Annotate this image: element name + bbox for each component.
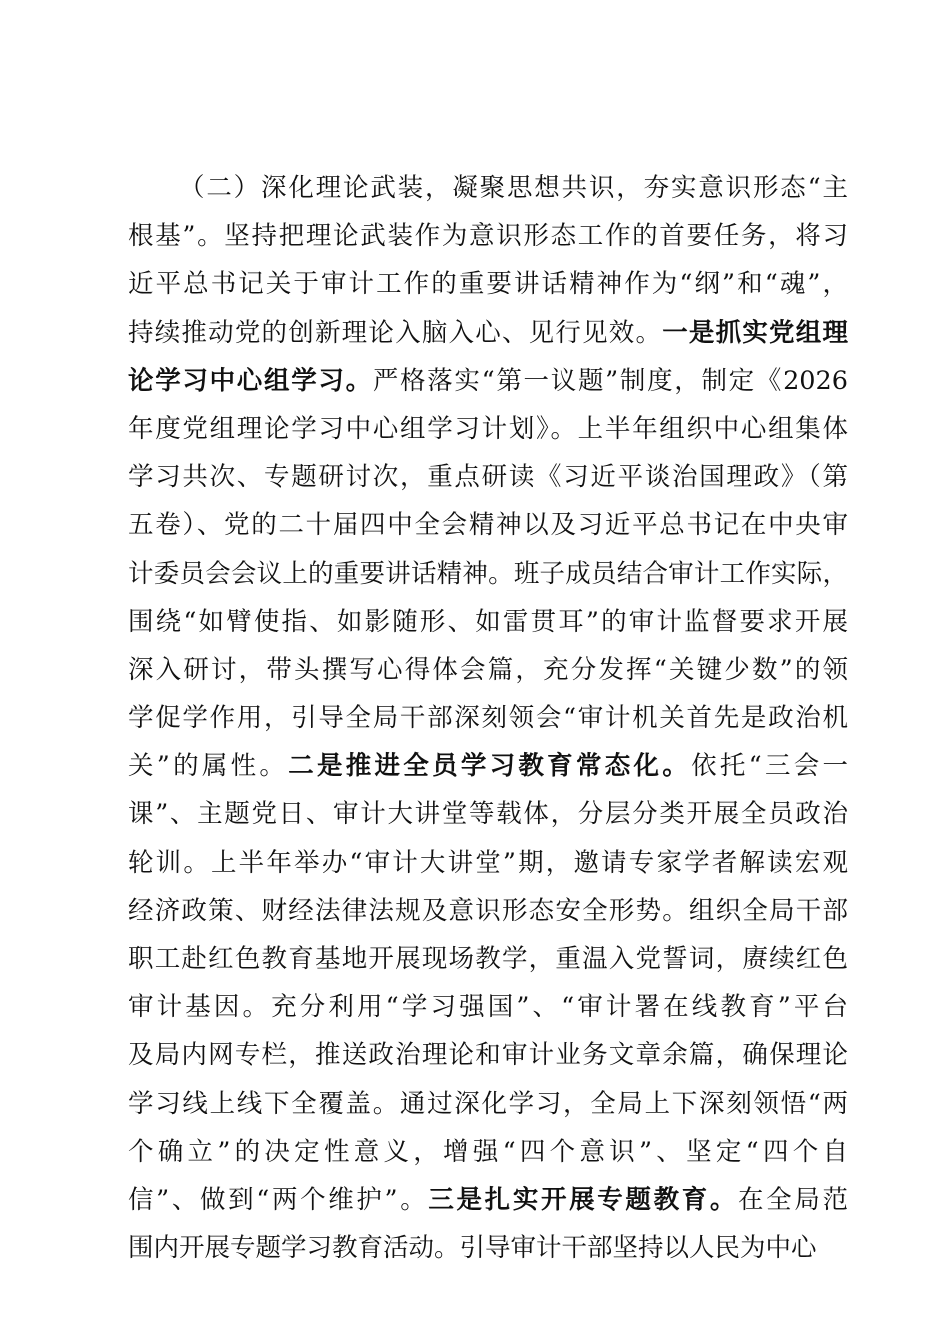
line-text: 及局内网专栏，推送政治理论和审计业务文章余篇，确保理论 — [128, 1040, 848, 1071]
bold-heading: 三是扎实开展专题教育。 — [428, 1184, 739, 1215]
text-line — [128, 453, 848, 501]
line-text: （二）深化理论武装，凝聚思想共识，夯实意识形态“主 — [179, 173, 848, 203]
line-text: 轮训。上半年举办“审计大讲堂”期，邀请专家学者解读宏观 — [128, 847, 848, 878]
line-text: 计委员会会议上的重要讲话精神。班子成员结合审计工作实际， — [128, 558, 848, 589]
text-line — [128, 694, 848, 742]
text-line — [128, 839, 848, 887]
line-text: 信”、做到“两个维护”。 — [128, 1184, 429, 1215]
text-line — [128, 887, 848, 935]
line-text: 关”的属性。 — [128, 751, 289, 782]
line-text: 在全局范 — [738, 1184, 848, 1215]
text-line — [128, 1031, 848, 1079]
line-text: 课”、主题党日、审计大讲堂等载体，分层分类开展全员政治 — [128, 799, 848, 830]
bold-heading: 一是抓实党组理 — [662, 317, 848, 348]
text-line — [128, 983, 848, 1031]
line-text: 个确立”的决定性意义，增强“四个意识”、坚定“四个自 — [128, 1136, 848, 1167]
line-text: 经济政策、财经法律法规及意识形态安全形势。组织全局干部 — [128, 895, 848, 926]
text-line — [128, 935, 848, 983]
text-line — [128, 164, 848, 212]
bold-heading: 论学习中心组学习。 — [128, 365, 373, 396]
text-line — [128, 212, 848, 260]
line-text: 学习线上线下全覆盖。通过深化学习，全局上下深刻领悟“两 — [128, 1088, 848, 1119]
line-text: 五卷）、党的二十届四中全会精神以及习近平总书记在中央审 — [128, 510, 848, 541]
line-text: 深入研讨，带头撰写心得体会篇，充分发挥“关键少数”的领 — [128, 654, 848, 685]
line-text: 职工赴红色教育基地开展现场教学，重温入党誓词，赓续红色 — [128, 944, 848, 974]
text-line — [128, 790, 848, 838]
line-text: 围绕“如臂使指、如影随形、如雷贯耳”的审计监督要求开展 — [128, 606, 848, 637]
text-line — [128, 405, 848, 453]
text-line — [128, 646, 848, 694]
line-text: 学促学作用，引导全局干部深刻领会“审计机关首先是政治机 — [128, 703, 848, 734]
text-line — [128, 1080, 848, 1128]
text-line — [128, 501, 848, 549]
text-line — [128, 1128, 848, 1176]
line-text: 近平总书记关于审计工作的重要讲话精神作为“纲”和“魂”， — [128, 269, 848, 300]
text-line — [128, 309, 848, 357]
text-line — [128, 357, 848, 405]
text-line — [128, 742, 848, 790]
line-text: 学习共次、专题研讨次，重点研读《习近平谈治国理政》（第 — [128, 462, 848, 493]
line-text: 依托“三会一 — [691, 751, 848, 782]
text-line — [128, 1224, 848, 1272]
line-text: 根基”。坚持把理论武装作为意识形态工作的首要任务，将习 — [128, 221, 848, 252]
text-line — [128, 598, 848, 646]
document-body — [128, 164, 848, 1272]
line-text: 持续推动党的创新理论入脑入心、见行见效。 — [128, 317, 663, 348]
text-line — [128, 260, 848, 308]
bold-heading: 二是推进全员学习教育常态化。 — [288, 751, 692, 782]
line-text: 严格落实“第一议题”制度，制定《2026 — [372, 365, 848, 396]
line-text: 审计基因。充分利用“学习强国”、“审计署在线教育”平台 — [128, 992, 848, 1023]
text-line — [128, 550, 848, 598]
line-text: 年度党组理论学习中心组学习计划》。上半年组织中心组集体 — [128, 413, 848, 444]
line-text: 围内开展专题学习教育活动。引导审计干部坚持以人民为中心 — [128, 1233, 817, 1264]
text-line — [128, 1176, 848, 1224]
